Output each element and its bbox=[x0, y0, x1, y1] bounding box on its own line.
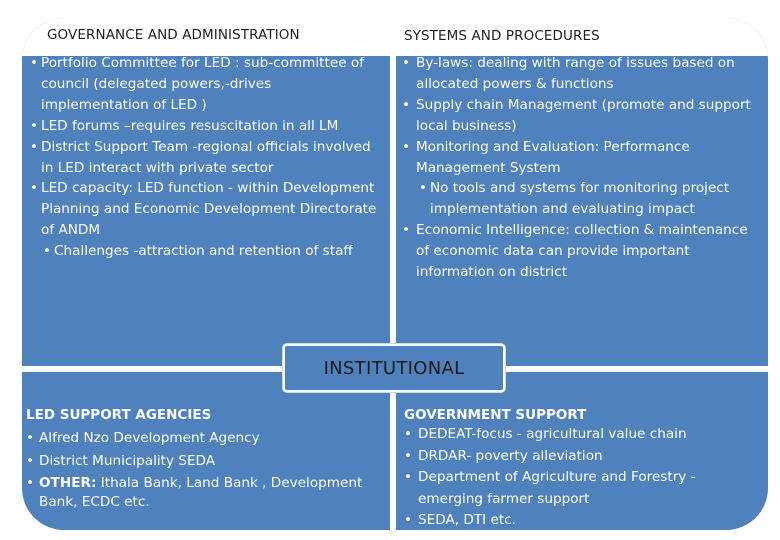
government-support-heading: GOVERNMENT SUPPORT bbox=[404, 407, 587, 423]
led-support-list bbox=[26, 427, 386, 512]
systems-heading: SYSTEMS AND PROCEDURES bbox=[404, 28, 600, 44]
governance-list bbox=[30, 53, 382, 262]
institutional-center-box bbox=[283, 344, 505, 392]
list-item: • LED forums –requires resuscitation in all LM bbox=[30, 117, 339, 134]
governance-heading: GOVERNANCE AND ADMINISTRATION bbox=[47, 27, 300, 43]
list-item: • OTHER: Ithala Bank, Land Bank , Development Bank, ECDC etc. bbox=[26, 475, 363, 510]
list-item: • District Support Team -regional officials involved in LED interact with private sector bbox=[30, 138, 371, 176]
other-label: OTHER: bbox=[39, 475, 97, 491]
institutional-label: INSTITUTIONAL bbox=[323, 357, 465, 379]
list-item: • DRDAR- poverty alleviation bbox=[404, 447, 603, 464]
systems-list bbox=[402, 53, 764, 283]
list-item: • Portfolio Committee for LED : sub-committee of council (delegated powers,-drives implementation of LED ) bbox=[30, 55, 364, 113]
list-item: • By-laws: dealing with range of issues based on allocated powers & functions bbox=[402, 55, 735, 92]
led-support-heading: LED SUPPORT AGENCIES bbox=[26, 407, 212, 423]
government-support-panel bbox=[396, 372, 768, 530]
list-item: • Monitoring and Evaluation: Performance Management System bbox=[402, 138, 690, 176]
government-support-list bbox=[404, 424, 764, 530]
list-item: • SEDA, DTI etc. bbox=[404, 512, 516, 528]
sub-list-item: • Challenges -attraction and retention of staff bbox=[43, 243, 353, 260]
list-item: • Alfred Nzo Development Agency bbox=[26, 430, 260, 446]
other-text: Ithala Bank, Land Bank , Development Bank, ECDC etc. bbox=[39, 475, 363, 510]
list-item: • DEDEAT-focus - agricultural value chain bbox=[404, 426, 687, 442]
sub-list-item: • No tools and systems for monitoring project implementation and evaluating impact bbox=[419, 180, 730, 218]
governance-panel bbox=[22, 18, 390, 366]
list-item: • Department of Agriculture and Forestry - emerging farmer support bbox=[404, 469, 696, 507]
list-item: • LED capacity: LED function - within Development Planning and Economic Development Directorate of ANDM bbox=[30, 180, 377, 239]
led-support-panel bbox=[22, 372, 390, 530]
systems-panel bbox=[396, 18, 768, 366]
list-item: • District Municipality SEDA bbox=[26, 452, 216, 469]
list-item: • Economic Intelligence: collection & maintenance of economic data can provide important information on district bbox=[402, 222, 748, 281]
list-item: • Supply chain Management (promote and support local business) bbox=[402, 96, 751, 134]
